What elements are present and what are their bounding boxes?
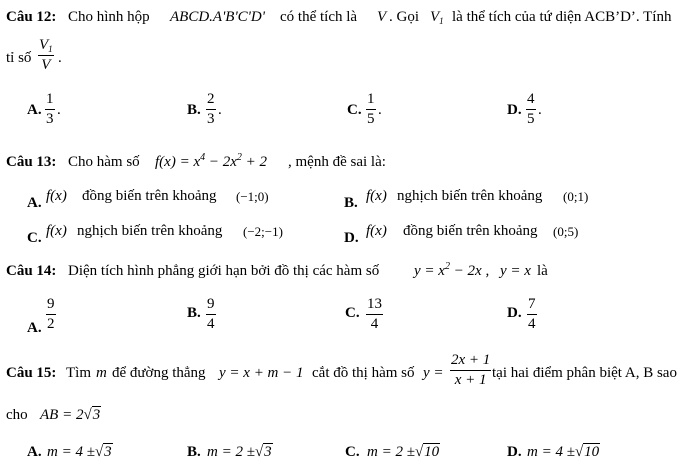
answer-fraction: 1 3 [46,91,54,127]
interval: (0;5) [553,224,579,239]
question-text: cho [6,407,28,423]
function-fraction: 2x + 1 x + 1 [451,352,491,388]
interval: (0;1) [563,189,589,204]
math-expression: $V_1$ [430,9,444,26]
option-label: A. [27,102,42,118]
answer-fraction: 1 5 [367,91,375,127]
question-text: Diện tích hình phẳng giới hạn bởi đồ thị các hàm số [68,263,380,279]
interval: (−1;0) [236,189,269,204]
option-label: B. [187,102,201,118]
math-expression: f(x) [46,223,67,239]
answer-fraction: 4 5 [527,91,535,127]
math-expression: y = x + m − 1 [219,365,304,381]
question-text: , mệnh đề sai là: [288,154,386,170]
option-label: B. [187,305,201,321]
answer-fraction: 2 3 [207,91,215,127]
question-text: Cho hình hộp [68,9,150,25]
math-expression: m = 4 ±√3 [47,444,112,460]
question-text: . Gọi [389,9,419,25]
math-expression: $y = x^2 - 2x$ , [414,261,490,279]
math-expression: f(x) [366,223,387,239]
punctuation: . [57,102,61,118]
option-text: nghịch biến trên khoảng [397,188,543,204]
math-expression: m = 4 ±√10 [527,444,600,460]
answer-fraction: 13 4 [367,296,382,332]
question-text: để đường thẳng [112,365,206,381]
option-label: C. [347,102,362,118]
question-text: là [537,263,548,279]
question-label: Câu 13: [6,154,57,170]
math-expression: m = 2 ±√3 [207,444,272,460]
question-text: là thể tích của tứ diện ACB’D’. Tính [452,9,672,25]
option-label: A. [27,320,42,336]
math-expression: m [96,365,107,381]
option-label: B. [187,444,201,460]
question-label: Câu 12: [6,9,57,25]
option-label: D. [507,102,522,118]
question-text: tỉ số [6,50,32,66]
question-label: Câu 14: [6,263,57,279]
answer-fraction: 9 4 [207,296,215,332]
question-text: có thể tích là [280,9,358,25]
math-expression: ABCD.A'B'C'D' [170,9,265,25]
punctuation: . [58,50,62,66]
question-text: tại hai điểm phân biệt A, B sao [492,365,677,381]
question-text: Cho hàm số [68,154,140,170]
math-expression: AB = 2√3 [40,407,101,423]
question-text: Tìm [66,365,91,381]
option-label: C. [27,230,42,246]
answer-fraction: 9 2 [47,296,55,332]
punctuation: . [378,102,382,118]
question-text: cắt đồ thị hàm số [312,365,415,381]
math-expression: f(x) [366,188,387,204]
option-text: đồng biến trên khoảng [82,188,217,204]
option-label: C. [345,305,360,321]
option-label: A. [27,444,42,460]
math-expression: y = x [500,263,531,279]
punctuation: . [538,102,542,118]
math-expression: m = 2 ±√10 [367,444,440,460]
option-label: D. [344,230,359,246]
question-label: Câu 15: [6,365,57,381]
punctuation: . [218,102,222,118]
option-label: D. [507,305,522,321]
option-text: đồng biến trên khoảng [403,223,538,239]
ratio-fraction: $V_1$ V [39,37,53,73]
math-expression: $f(x) = x^4 - 2x^2 + 2$ [155,152,268,170]
math-expression: f(x) [46,188,67,204]
interval: (−2;−1) [243,224,283,239]
option-label: D. [507,444,522,460]
option-label: B. [344,195,358,211]
option-label: C. [345,444,360,460]
math-expression: y = [423,365,444,381]
option-text: nghịch biến trên khoảng [77,223,223,239]
option-label: A. [27,195,42,211]
math-expression: V [377,9,387,25]
answer-fraction: 7 4 [528,296,536,332]
